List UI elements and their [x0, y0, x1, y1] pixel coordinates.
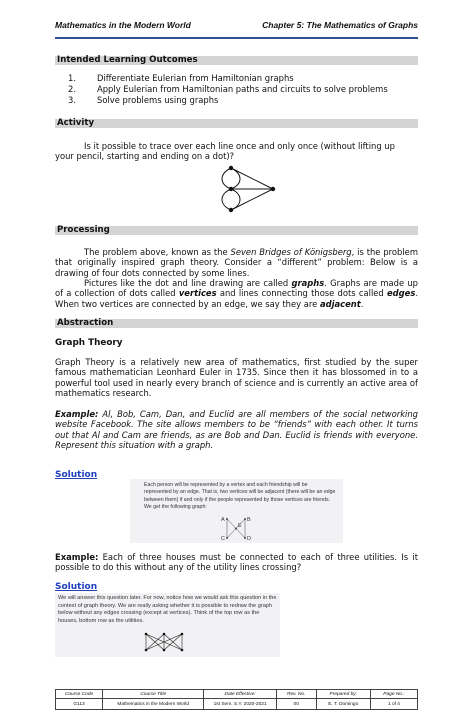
outcome-number-1: 1. — [68, 73, 76, 83]
header-chapter-title: Chapter 5: The Mathematics of Graphs — [262, 20, 418, 30]
section-abstraction-heading: Abstraction — [55, 319, 418, 328]
processing-paragraph-1: The problem above, known as the Seven Bridges of Königsberg, is the problem that originally inspired graph theory. Consider a “different” problem: Below is a drawing of four dots connected by some lines. — [55, 247, 418, 278]
graph-theory-paragraph: Graph Theory is a relatively new area of mathematics, first studied by the super famous mathematician Leonhard Euler in 1735. Since then it has blossomed in to a powerful tool used in nearly every branch of science and is currently an active area of mathematics research. — [55, 357, 418, 399]
processing-paragraph-2: Pictures like the dot and line drawing are called graphs. Graphs are made up of a collection of dots called vertices and lines connecting those dots called edges. When two vertices are connected by an edge, we say they are adjacent. — [55, 278, 419, 309]
outcome-item-3: Solve problems using graphs — [97, 95, 219, 105]
footer-header-date-effective: Date Effective: — [204, 690, 276, 699]
solution-2-link[interactable]: Solution — [55, 582, 98, 592]
vertex-label-b: B — [247, 517, 251, 523]
graph-vertex-middle — [229, 187, 233, 191]
solution-1-link[interactable]: Solution — [55, 470, 98, 480]
example-1: Example: Al, Bob, Cam, Dan, and Euclid are all members of the social networking website Facebook. The site allows members to be “friends” with each other. It turns out that Al and Cam are friends, as are Bob and Dan. Euclid is friends with everyone. Represent this situation with a graph. — [55, 409, 418, 451]
konigsberg-graph — [215, 160, 290, 220]
graph-theory-subtitle: Graph Theory — [55, 338, 123, 348]
outcome-item-2: Apply Eulerian from Hamiltonian paths and circuits to solve problems — [97, 84, 388, 94]
solution-1-text: Each person will be represented by a vertex and each friendship will be represented by an edge. That is, two vertices will be adjacent (there will be an edge between them) if and only if the people represented by those vertices are friends. We get the following graph: — [144, 482, 336, 511]
footer-header-prepared-by: Prepared by: — [316, 690, 370, 699]
footer-header-course-title: Course Title — [103, 690, 204, 699]
header-course-title: Mathematics in the Modern World — [55, 20, 191, 30]
footer-prepared-by: E. T. Domingo — [316, 699, 370, 710]
solution-1-box — [130, 479, 343, 543]
graph-vertex-bottom — [229, 208, 233, 212]
footer-page-no: 1 of 4 — [370, 699, 417, 710]
activity-question-line1: Is it possible to trace over each line once and only once (without lifting up — [84, 141, 395, 151]
graph-vertex-top — [229, 166, 233, 170]
outcome-item-1: Differentiate Eulerian from Hamiltonian graphs — [97, 73, 294, 83]
vertex-label-a: A — [221, 517, 225, 523]
footer-course-code: G113 — [56, 699, 103, 710]
graph-vertex-right — [271, 187, 275, 191]
friends-graph — [215, 513, 257, 543]
vertex-label-d: D — [247, 536, 251, 542]
vertex-label-e: E — [238, 523, 242, 529]
activity-question-line2: your pencil, starting and ending on a dot)? — [55, 151, 235, 161]
outcome-number-2: 2. — [68, 84, 76, 94]
footer-header-page-no: Page No.: — [370, 690, 417, 699]
footer-rev-no: 00 — [276, 699, 316, 710]
solution-2-text: We will answer this question later. For now, notice how we would ask this question in the context of graph theory. We are really asking whether it is possible to redraw the graph below without any edges crossing (except at vertices). Think of the top row as the houses, bottom row as the utilities. — [58, 595, 277, 624]
vertex-label-c: C — [221, 536, 225, 542]
document-footer-table — [55, 689, 418, 710]
footer-course-title: Mathematics in the Modern World — [103, 699, 204, 710]
section-activity-heading: Activity — [55, 119, 418, 128]
example-2: Example: Each of three houses must be connected to each of three utilities. Is it possible to do this without any of the utility lines crossing? — [55, 552, 418, 573]
solution-2-box — [55, 593, 280, 657]
footer-date-effective: 1st Sem. S.Y. 2020-2021 — [204, 699, 276, 710]
footer-header-course-code: Course Code — [56, 690, 103, 699]
section-outcomes-heading: Intended Learning Outcomes — [55, 56, 418, 65]
outcome-number-3: 3. — [68, 95, 76, 105]
utilities-graph — [138, 630, 193, 654]
section-processing-heading: Processing — [55, 226, 418, 235]
footer-header-rev-no: Rev. No. — [276, 690, 316, 699]
header-rule — [55, 37, 418, 39]
